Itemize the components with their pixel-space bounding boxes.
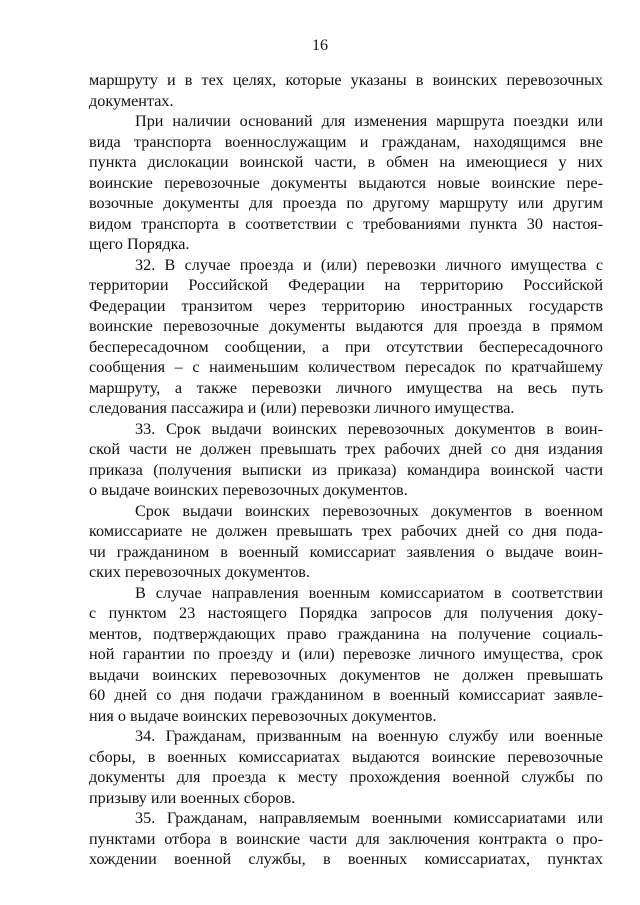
- text-line: ской части не должен превышать трех рабочих дней со дня издания: [89, 440, 603, 458]
- text-line: воинские перевозочные документы выдаются для проезда в прямом: [89, 317, 603, 335]
- text-line: ной гарантии по проезду и (или) перевозке личного имущества, срок: [89, 645, 603, 663]
- text-line: 34. Гражданам, призванным на военную службу или военные: [135, 727, 603, 745]
- text-line: чи гражданином в военный комиссариат заявления о выдаче воин-: [89, 542, 603, 561]
- text-line: сообщения – с наименьшим количеством пересадок по кратчайшему: [89, 358, 603, 376]
- text-line: выдачи воинских перевозочных документов не должен превышать: [89, 665, 603, 684]
- page-number: 16: [312, 37, 328, 54]
- text-line: комиссариате не должен превышать трех рабочих дней со дня пода-: [89, 522, 603, 540]
- text-line: воинские перевозочные документы выдаются новые воинские пере-: [89, 173, 603, 192]
- text-line: документы для проезда к месту прохождения военной службы по: [89, 768, 603, 786]
- text-line: приказа (получения выписки из приказа) командира воинской части: [89, 460, 603, 479]
- text-line: маршруту и в тех целях, которые указаны в воинских перевозочных: [89, 71, 603, 89]
- text-line: о выдаче воинских перевозочных документов.: [89, 481, 408, 499]
- text-line: вида транспорта военнослужащим и гражданам, находящимся вне: [89, 132, 603, 151]
- text-line: маршруту, а также перевозки личного имущества на весь путь: [89, 378, 603, 397]
- text-line: Федерации транзитом через территорию иностранных государств: [89, 296, 603, 315]
- text-line: ментов, подтверждающих право гражданина на получение социаль-: [89, 624, 603, 643]
- text-line: призыву или военных сборов.: [89, 788, 296, 807]
- text-line: 35. Гражданам, направляемым военными комиссариатами или: [135, 809, 603, 827]
- text-line: сборы, в военных комиссариатах выдаются воинские перевозочные: [89, 747, 603, 766]
- text-line: хождении военной службы, в военных комиссариатах, пунктах: [89, 850, 603, 868]
- text-line: беспересадочном сообщении, а при отсутствии беспересадочного: [89, 337, 603, 356]
- text-line: следования пассажира и (или) перевозки личного имущества.: [89, 399, 515, 417]
- text-line: ских перевозочных документов.: [89, 563, 310, 581]
- text-line: пункта дислокации воинской части, в обмен на имеющиеся у них: [89, 153, 603, 171]
- body-text: [89, 70, 603, 870]
- text-line: В случае направления военным комиссариатом в соответствии: [135, 583, 603, 602]
- text-line: с пунктом 23 настоящего Порядка запросов для получения доку-: [89, 604, 603, 622]
- text-line: видом транспорта в соответствии с требованиями пункта 30 настоя-: [89, 214, 603, 233]
- text-line: щего Порядка.: [89, 235, 190, 253]
- text-line: пунктами отбора в воинские части для заключения контракта о про-: [89, 829, 603, 848]
- text-line: 33. Срок выдачи воинских перевозочных документов в воин-: [135, 419, 603, 438]
- text-line: Срок выдачи воинских перевозочных документов в военном: [135, 501, 603, 520]
- text-line: При наличии оснований для изменения маршрута поездки или: [135, 112, 603, 130]
- text-line: территории Российской Федерации на территорию Российской: [89, 276, 603, 294]
- text-line: возочные документы для проезда по другому маршруту или другим: [89, 194, 603, 212]
- text-line: документах.: [89, 91, 174, 110]
- text-line: 32. В случае проезда и (или) перевозки личного имущества с: [135, 255, 603, 274]
- text-line: ния о выдаче воинских перевозочных документов.: [89, 706, 437, 725]
- text-line: 60 дней со дня подачи гражданином в военный комиссариат заявле-: [89, 686, 603, 704]
